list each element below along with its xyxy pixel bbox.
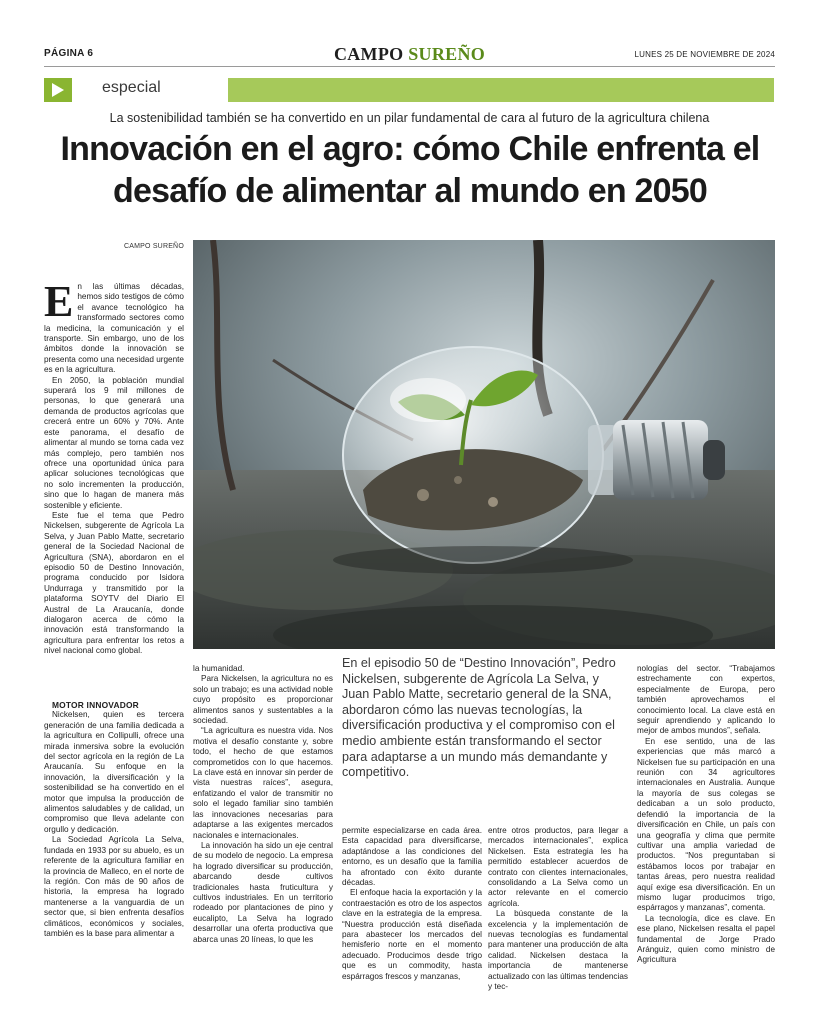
- section-bar: [44, 78, 774, 102]
- paragraph: nologías del sector. “Trabajamos estrechamente con expertos, especialmente de Europa, pero también aprovechamos el conocimiento local. La clave está en seguir aprendiendo y aplicando lo mejor de ambos mundos”, señala.: [637, 664, 775, 736]
- paragraph: La búsqueda constante de la excelencia y la implementación de nuevas tecnologías es fundamental para mantener una producción de alta calidad. Nickelsen destaca la importancia de mantenerse actualizado con las últimas tendencias y tec-: [488, 909, 628, 992]
- brand-part-1: CAMPO: [333, 44, 404, 64]
- brand-part-2: SUREÑO: [408, 44, 486, 64]
- byline: CAMPO SUREÑO: [124, 243, 184, 250]
- article-column-1: [44, 277, 184, 657]
- article-dek: La sostenibilidad también se ha convertido en un pilar fundamental de cara al futuro de la agricultura chilena: [109, 111, 710, 125]
- page-number: PÁGINA 6: [44, 48, 94, 59]
- paragraph: En 2050, la población mundial superará los 9 mil millones de personas, lo que generará una demanda de productos agrícolas que crecerá entre un 60% y 70%. Ante este panorama, el desafío de alimentar al mundo se torna cada vez más complejo, pero también nos ofrece una oportunidad única para aplicar soluciones tecnológicas que no solo incrementen la producción, sino que lo hagan de manera más sostenible y eficiente.: [44, 375, 184, 510]
- article-column-4: [488, 826, 628, 993]
- paragraph: n las últimas décadas, hemos sido testigos de cómo el avance tecnológico ha transformado sectores como la medicina, la comunicación y el transporte. Sin embargo, uno de los ámbitos donde la innovación se presenta como una necesidad urgente es en la agricultura.: [44, 282, 184, 375]
- headline-line-1: Innovación en el agro: cómo Chile enfrenta el: [60, 130, 760, 168]
- issue-date: LUNES 25 DE NOVIEMBRE DE 2024: [634, 50, 775, 59]
- paragraph: Para Nickelsen, la agricultura no es solo un trabajo; es una actividad noble cuyo propósito es proporcionar alimentos sanos y sustentables a la sociedad.: [193, 674, 333, 726]
- article-headline: [30, 128, 790, 212]
- subhead: MOTOR INNOVADOR: [52, 700, 139, 710]
- article-column-5: [637, 664, 775, 966]
- header-divider: [44, 66, 775, 67]
- paragraph: Este fue el tema que Pedro Nickelsen, subgerente de Agrícola La Selva, y Juan Pablo Matte, secretario general de la Sociedad Nacional de Agricultura (SNA), abordaron en el episodio 50 de Destino Innovación, programa conducido por Isidora Undurraga y transmitido por la plataforma SOYTV del Diario El Austral de La Araucanía, donde dialogaron acerca de cómo la innovación está transformando la agricultura para enfrentar los retos a nivel nacional como global.: [44, 510, 184, 656]
- article-column-1-continued: [44, 700, 184, 939]
- headline-line-2: desafío de alimentar al mundo en 2050: [113, 172, 707, 210]
- paragraph: La tecnología, dice es clave. En ese plano, Nickelsen resalta el papel fundamental de Jorge Prado Aránguiz, quien como ministro de Agricultura: [637, 913, 775, 965]
- paragraph: En ese sentido, una de las experiencias que más marcó a Nickelsen fue su participación en una reunión con 34 agricultores internacionales en Australia. Aunque la mayoría de sus colegas se dedicaban a un solo producto, defendió la importancia de la diversificación en Chile, un país con una geografía y clima que permite cultivar una amplia variedad de productos. “Nos preguntaban si estábamos locos por trabajar en tantas áreas, pero nuestra realidad aquí exige esa diversificación. En un mismo lugar producimos trigo, espárragos y manzanas”, comenta.: [637, 736, 775, 913]
- pull-quote: En el episodio 50 de “Destino Innovación”, Pedro Nickelsen, subgerente de Agrícola La Selva, y Juan Pablo Matte, secretario general de la SNA, abordaron cómo las nuevas tecnologías, la diversificación productiva y el compromiso con el medio ambiente están transformando el sector para adaptarse a un mundo más demandante y competitivo.: [342, 656, 616, 780]
- play-arrow-icon: [44, 78, 72, 102]
- article-column-3: [342, 826, 482, 982]
- paragraph: permite especializarse en cada área. Esta capacidad para diversificarse, adaptándose a las condiciones del entorno, es un desafío que la familia ha afrontado con éxito durante décadas.: [342, 826, 482, 888]
- section-label: especial: [102, 79, 161, 96]
- drop-cap: E: [44, 277, 74, 326]
- paragraph: El enfoque hacia la exportación y la contraestación es otro de los aspectos clave en la estrategia de la empresa. “Nuestra producción está diseñada para abastecer los mercados del hemisferio norte en el momento adecuado. Producimos desde trigo que es un commodity, hasta espárragos frescos y manzanas,: [342, 888, 482, 981]
- paragraph: La innovación ha sido un eje central de su modelo de negocio. La empresa ha logrado diversificar su producción, abarcando desde cultivos tradicionales hasta fruticultura y cultivos industriales. En un territorio rodeado por plantaciones de pino y eucalipto, La Selva ha logrado desarrollar una oferta productiva que abarca unas 20 líneas, lo que les: [193, 840, 333, 944]
- paragraph: la humanidad.: [193, 664, 245, 673]
- paragraph: “La agricultura es nuestra vida. Nos motiva el desafío constante y, sobre todo, el hecho de que estamos comprometidos con lo que hacemos. La clave está en innovar sin perder de vista nuestras raíces”, asegura, enfatizando el valor de transmitir no solo el legado familiar sino también las innovaciones necesarias para adaptarse a las exigentes mercados nacionales e internacionales.: [193, 726, 333, 840]
- paragraph: Nickelsen, quien es tercera generación de una familia dedicada a la agricultura en Collipulli, ofrece una mirada inmersiva sobre la evolución del sector agrícola en la región de La Araucanía. Su enfoque en la innovación, la diversificación y la sostenibilidad se ha convertido en el motor que impulsa la producción de alimentos saludables y de calidad, un compromiso que lleva adelante con orgullo y dedicación.: [44, 710, 184, 834]
- article-column-2: [193, 664, 333, 945]
- lightbulb-seedling-photo: [193, 240, 775, 649]
- section-green-band: [228, 78, 774, 102]
- paragraph: La Sociedad Agrícola La Selva, fundada en 1933 por su abuelo, es un referente de la agricultura familiar en la provincia de Malleco, en el norte de la región. Con más de 90 años de historia, la empresa ha logrado mantenerse a la vanguardia de un sector que, si bien enfrenta desafíos climáticos, económicos y sociales, también es la base para alimentar a: [44, 835, 184, 938]
- paragraph: entre otros productos, para llegar a mercados internacionales”, explica Nickelsen. Esta estrategia les ha permitido establecer acuerdos de contrato con clientes internacionales, consolidando a La Selva como un actor relevante en el comercio agrícola.: [488, 826, 628, 908]
